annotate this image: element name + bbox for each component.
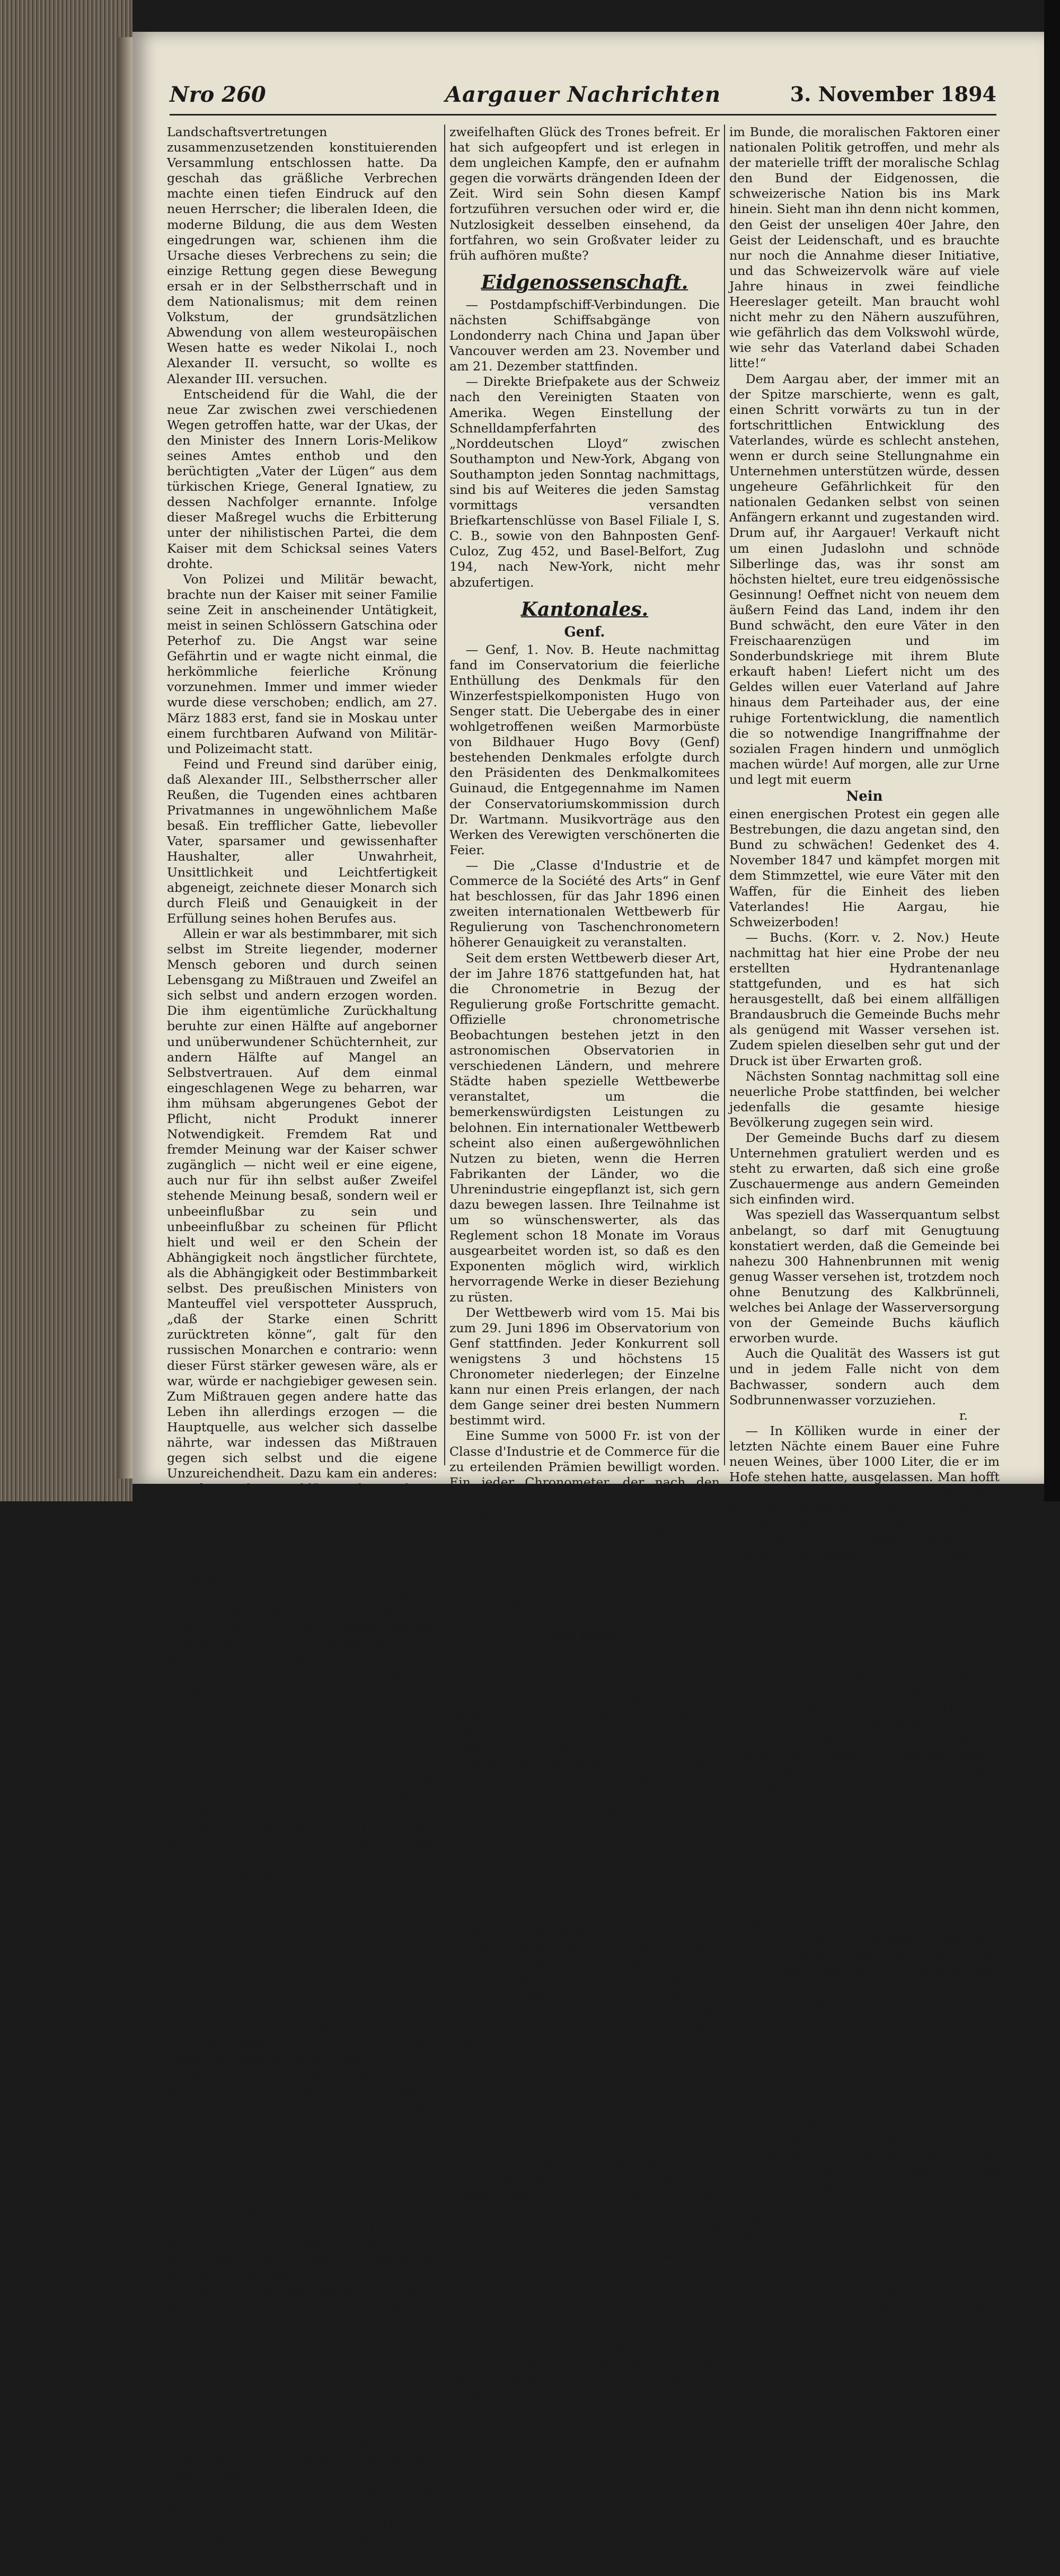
article-paragraph: Landschaftsvertretungen zusammenzusetzenden konstituierenden Versammlung entschlossen hatte. Da geschah das gräßliche Verbrechen machte einen tiefen Eindruck auf den neuen Herrscher; die liberalen Ideen, die moderne Bildung, die aus dem Westen eingedrungen war, schienen ihm die Ursache dieses Verbrechens zu sein; die einzige Rettung gegen diese Bewegung ersah er in der Selbstherrschaft und in dem Nationalismus; mit dem reinen Volkstum, der grundsätzlichen Abwendung von allem westeuropäischen Wesen hatte es weder Nikolai I., noch Alexander II. versucht, so wollte es Alexander III. versuchen. xyxy=(167,125,437,386)
article-paragraph: — Beutezug. Morgen am 4. November, sind es gerade 47 Jahre, seit die Tagsatzung dem General Dufour den Auftrag gab, den Sonderbund mit Waffengewalt aufzulösen. Damals ermahnte die Tagsatzung die Eidgenossenschaft zur Einigkeit im Kampfe gegen die Partei, „die schon 1813 fremden Armeen die Tore geöffnet, die den freisinnigen Verfassungen von 1831 die Garantie verweigert, die mit unermüdlichen Umtrieben an der Reaktion gearbeitet, die den Jura und andere Teile der Schweiz aufgereizt, im Aargau eine ultramontane Empörung erzeugt und nach Wallis, Freiburg, Schwyz und Luzern die Jesuiten berufen hat, und durch deren Sieg das Vaterland nach und nach alle Institutionen verlieren würde, welche seine wahre Freiheit, seinen geistigen Aufschwung, seine Kraft und Ehre bedingen.“ So sprach im Jahr 1847 die Tagsatzung von der gleichen Partei, welche heute die Mutter des Beutezuges ist, und welche im Kampfe gegen die Bundesverfassung, die ihr neuestes Produkt nicht anstand, die Verfassungen von 48 und 74 als Vergewaltigungen der Kantonalsouveränität, den Beutezug aber als Rache für Gislikon zu bezeichnen. Es ist also der gleiche Kampf gegen den Erbfeind im Innern der Nation, der gegen unsere Väter geführt worden ist. Es gibt sich selbst Leute zu, welche sonst jenen Kreisen nahe stehen, in dieser Sache aber nicht mitmachen wollen, da sie die bundesfeindliche Tendenz der Bewegung wohl einsehen. So sagt die „Ostschweiz“: „Ja, der Beutezug ist eine Schwächung des Bundes. Und indem wir das sagen, handelt es sich bei uns nicht um den Zweifränkler, nicht um einen Zug auf die Bundeskasse, in welcher tatsächlich für Jahre nur Defizite zu finden sind, nicht bort liegt die gefährlichste Schwächung, sondern anderswo. Mit der Annahme dieser Initiative werden die sittlichen Kräfte xyxy=(449,1647,720,2403)
author-signature: r. xyxy=(959,1407,968,1423)
article-paragraph: — Direkte Briefpakete aus der Schweiz nach den Vereinigten Staaten von Amerika. Wegen Einstellung der Schnelldampferfahrten des „Norddeutschen Lloyd“ zwischen Southampton und New-York, Abgang von Southampton jeden Sonntag nachmittags, sind bis auf Weiteres die jeden Samstag vormittags versandten Briefkartenschlüsse von Basel Filiale I, S. C. B., sowie von den Bahnposten Genf-Culoz, Zug 452, und Basel-Belfort, Zug 194, nach New-York, nicht mehr abzufertigen. xyxy=(449,374,720,590)
scan-background xyxy=(1044,0,1060,1501)
article-paragraph: Entscheidend für die Wahl, die der neue Zar zwischen zwei verschiedenen Wegen getroffen hatte, war der Ukas, der den Minister des Innern Loris-Melikow seines Amtes enthob und den berüchtigten „Vater der Lügen“ aus dem türkischen Kriege, General Ignatiew, zu dessen Nachfolger ernannte. Infolge dieser Maßregel wuchs die Erbitterung unter der nihilistischen Partei, die dem Kaiser mit dem Schicksal seines Vaters drohte. xyxy=(167,386,437,571)
article-paragraph: — Bezirk Lenzburg. Von dem Bezirkskomitee erlassene und von mehr als 400 Unterschriften aus allen Gemeinden des Bezirks bedeckte Aufruf an die Stimmberechtigten des Bezirks Lenzburg lautet: Am 4. November hat die freisinnige Eidgenossenschaft einen harten Kampf zu bestehen gegen einen Angriff, der ihrer finanziellen Kraft gilt. Dieser Angriff erfolgt von einer Seite, welche die Kraft des Schweizerbundes von jeher nicht in der Einheit sucht. Mit dem Beutezug, von den Erfindern selbst so genannt, abzuwehren. Wie ein Mann sollten sich die freisinnigen Schweizer gegen diesen Versuch der Schwächung der Eidgenossenschaft erheben und ihn ein entschiedenes „Nein“ entgegenhalten. Der Gründe hiefür sind viele. Hier nur die wesentlichsten. xyxy=(729,1809,1000,2117)
article-paragraph: Von Polizei und Militär bewacht, brachte nun der Kaiser mit seiner Familie seine Zeit in anscheinender Untätigkeit, meist in seinen Schlössern Gatschina oder Peterhof zu. Die Angst war seine Gefährtin und er wagte nicht einmal, die herkömmliche feierliche Krönung vorzunehmen. Immer und immer wieder wurde diese verschoben; endlich, am 27. März 1883 erst, fand sie in Moskau unter einem furchtbaren Aufwand von Militär- und Polizeimacht statt. xyxy=(167,571,437,756)
article-paragraph: im Bunde, die moralischen Faktoren einer nationalen Politik getroffen, und mehr als der materielle trifft der moralische Schlag den Bund der Eidgenossen, die schweizerische Nation bis ins Mark hinein. Sieht man ihn denn nicht kommen, den Geist der unseligen 40er Jahre, den Geist der Leidenschaft, und es brauchte nur noch die Annahme dieser Initiative, und das Schweizervolk wäre auf viele Jahre hinaus in zwei feindliche Heereslager geteilt. Man braucht wohl nicht mehr zu den Nähern auszuführen, wie gefährlich das dem Volkswohl würde, wie sehr das Vaterland dabei Schaden litte!“ xyxy=(729,125,1000,371)
subheading: Nein xyxy=(846,789,883,805)
column-3 xyxy=(729,125,1000,2348)
article-paragraph: zweifelhaften Glück des Trones befreit. Er hat sich aufgeopfert und ist erlegen in dem ungleichen Kampfe, den er aufnahm gegen die vorwärts drängenden Ideen der Zeit. Wird sein Sohn diesen Kampf fortzuführen versuchen oder wird er, die Nutzlosigkeit desselben einsehend, da fortfahren, wo sein Großvater leider zu früh aufhören mußte? xyxy=(449,125,720,263)
newspaper-title: Aargauer Nachrichten xyxy=(445,82,721,107)
article-paragraph: 1. Das Initiativbegehren geht von den Gegnern des neuen Bundes aus. Es ist — für uns Aargauer zu sprechen — die unblutige Rache für Gislikon. Zu ihm stehen die Vertreter der Sonderbundskantone in den eidgenössischen Räten. Eine neu gegründete ultramontane „kath. Volkspartei“ steht zu Gevatter. Freiburg harrt der Beute, um damit seine kath. Universität auf zu erhalten, bis das Schweizervolk auf dem Wege der Lotterie nicht unterstützen wollte. Schon stellen Vertreter des Initiativbegehrens in Piusvereinen ihren Anhängern xyxy=(729,2117,1000,2348)
article-paragraph: Im Innern war seine Politik weniger glücklich. Seine blinde national-religiöse Verfolgungswut, welche die deutschen Elemente, den Protestantismus, die Finnen und Polen in der brutalen Ausweisung der Juden ihren höchsten Triumph. Wo er sich immer mehr zum einseitigen Despoten entwickelte, daß man behauptete, die Nihilisten hätten das übrige redlich beigetragen. Ein furchtbares Ereignis hat in das Leben und das Gemütsart dieses Herrschers eingegriffen. Am 29. Okt. 1888 entgleiste der kaiserliche Bahnzug bei Borki auf der Charkower Bahn; nur durch ein Wunder entging der Zar und seine Familie dem Tode. Die Nachwirkung dieser böswilligen Tat blieb nicht aus; es zeigte sich in einer Erschütterung des Nervensystems, an welcher der Zar und seine Gemahlin litt. In weltfremder düsterer Abgeschlossenheit saß der Kaiser auf seinem Trone, Tag und Nacht von Aengsten gequält und unheimlichen Gedanken überlassen, aus denen sich aufzuraffen er nicht mehr die glücklichen Mittel wußte. xyxy=(167,2067,437,2483)
article-paragraph: Seit dem ersten Wettbewerb dieser Art, der im Jahre 1876 stattgefunden hat, hat die Chronometrie in Bezug der Regulierung große Fortschritte gemacht. Offizielle chronometrische Beobachtungen bestehen jetzt in den astronomischen Observatorien in verschiedenen Ländern, und mehrere Städte haben spezielle Wettbewerbe veranstaltet, um die bemerkenswürdigsten Leistungen zu belohnen. Ein internationaler Wettbewerb scheint also einen außergewöhnlichen Nutzen zu bieten, wenn die Herren Fabrikanten der Länder, wo die Uhrenindustrie eingepflanzt ist, sich gern dazu bewegen lassen. Ihre Teilnahme ist um so wünschenswerter, als das Reglement schon 18 Monate im Voraus ausgearbeitet worden ist, so daß es den Exponenten möglich wird, wirklich hervorragende Werke in dieser Beziehung zu rüsten. xyxy=(449,950,720,1305)
section-heading: Kantonales. xyxy=(520,598,649,621)
article-paragraph: Nach außen hat der Zar Alexander III. sein Reich bedeutend erweitert, und wenn man von seiner Regierungszeit etwas Nennenswertes einst melden wird, so wird es darin bestehen, daß die Stellung Rußlands in Centralasien verstärkt und Englands Einfluß und Machtgebiet Schritt für Schritt zurückgedrängt wurde. Der Zar hat sein Reich um ungeheure Strecken Landes vergrößert und mit dem Bau der sibirischen Bahn Asien den russischen Einflüssen erschlossen. xyxy=(167,1882,437,2067)
subheading: Genf. xyxy=(564,624,605,640)
article-paragraph: Feind und Freund sind darüber einig, daß Alexander III., Selbstherrscher aller Reußen, die Tugenden eines achtbaren Privatmannes in ungewöhnlichem Maße besaß. Ein trefflicher Gatte, liebevoller Vater, sparsamer und gewissenhafter Haushalter, aller Unwahrheit, Unsittlichkeit und Leichtfertigkeit abgeneigt, zeichnete dieser Monarch sich durch Fleiß und Genauigkeit in der Erfüllung seines hohen Berufes aus. xyxy=(167,756,437,926)
book-page-stack xyxy=(0,0,132,1501)
article-paragraph: — Die „Classe d'Industrie et de Commerce de la Société des Arts“ in Genf hat beschlossen, für das Jahr 1896 einen zweiten internationalen Wettbewerb für Regulierung von Taschenchronometern höherer Genauigkeit zu veranstalten. xyxy=(449,857,720,950)
issue-number: Nro 260 xyxy=(170,82,266,107)
column-1 xyxy=(167,125,438,2575)
article-paragraph: — Genf, 1. Nov. B. Heute nachmittag fand im Conservatorium die feierliche Enthüllung des Denkmals für den Winzerfestspielkomponisten Hugo von Senger statt. Die Uebergabe des in einer wohlgetroffenen weißen Marmorbüste von Bildhauer Hugo Bovy (Genf) bestehenden Denkmales erfolgte durch den Präsidenten des Denkmalkomitees Guinaud, die Entgegennahme im Namen der Conservatoriumskommission durch Dr. Wartmann. Musikvorträge aus den Werken des Verewigten verschönerten die Feier. xyxy=(449,642,720,857)
article-paragraph: — Buchs. (Korr. v. 2. Nov.) Heute nachmittag hat hier eine Probe der neu erstellten Hydrantenanlage stattgefunden, und es hat sich herausgestellt, daß bei einem allfälligen Brandausbruch die Gemeinde Buchs mehr als genügend mit Wasser versehen ist. Zudem spielen dieselben sehr gut und der Druck ist über Erwarten groß. xyxy=(729,930,1000,1068)
article-paragraph: Eine Summe von 5000 Fr. ist von der Classe d'Industrie et de Commerce für die zu erteilenden Prämien bewilligt worden. Ein jeder Chronometer, der nach den Prüfungen des Wettbewerbes als wirklich genügend anerkannt worden ist, hat Recht auf ein spezielles Gangzeugnis. xyxy=(449,1428,720,1536)
article-paragraph: Nächsten Sonntag nachmittag soll eine neuerliche Probe stattfinden, bei welcher jedenfalls die gesamte hiesige Bevölkerung zugegen sein wird. xyxy=(729,1068,1000,1130)
article-paragraph: Aus dieser innern Unsicherheit, die äußerlich zu verbergen er aufs sorgfältigste bemüht war, erklärt sich, daß der in Gefahr stehende Großfürst nichts weniger als geeignet war, die dem Rußland durch einen dreizehnjährigen Kampf im Laufe der letzten Jahre bei einer Isolierung angelangt war, wie sie bei keinem seiner Vorgänger vorgekommen war. Der Verkehr mit seinen sogenannten Vertrauten beschränkte sich auf ein Geringes. Beziehungen zu außerhalb des gewöhnlichen Kreises stehenden Sterblichen waren nahezu ausgeschlossen, und an die Stelle persönlichen Austausches mit den Räten der Krone trat mehr und mehr eine Vorliebe für die Aktenarbeit und den schriftlichen Verkehr, welche nach Ansicht der Eingeweihten nichts weniger als erfolgreich war. xyxy=(167,1543,437,1882)
article-paragraph: Das in Einzelheiten eingehende Programm dieses Wettbewerbes wird gratis und franko denjenigen zugesendet werden, die ihr Verlangen an Herrn Dupuis, Athénée, in Genf, richten. xyxy=(449,1536,720,1613)
article-paragraph: Der Gemeinde Buchs darf zu diesem Unternehmen gratuliert werden und es steht zu erwarten, daß sich eine große Zuschauermenge aus andern Gemeinden sich einfinden wird. xyxy=(729,1130,1000,1207)
column-rule xyxy=(444,125,445,1465)
masthead xyxy=(170,82,996,116)
article-paragraph: Der Wettbewerb wird vom 15. Mai bis zum 29. Juni 1896 im Observatorium von Genf stattfinden. Jeder Konkurrent soll wenigstens 3 und höchstens 15 Chronometer niederlegen; der Einzelne kann nur einen Preis erlangen, der nach dem Gange seiner drei besten Nummern bestimmt wird. xyxy=(449,1305,720,1428)
article-paragraph: — In Kölliken wurde in einer der letzten Nächte einem Bauer eine Fuhre neuen Weines, über 1000 Liter, die er im Hofe stehen hatte, ausgelassen. Man hofft den Täter, der anfänglich einen Diebstahl beabsichtigt haben soll, der davon gestört wurde, beibringen zu können. xyxy=(729,1423,1000,1531)
section-heading: Aargau. xyxy=(543,1621,626,1644)
article-paragraph: einen energischen Protest ein gegen alle Bestrebungen, die dazu angetan sind, den Bund zu schwächen! Gedenket des 4. November 1847 und kämpfet morgen mit dem Stimmzettel, wie eure Väter mit den Waffen, für die Einheit des lieben Vaterlandes! Hie Aargau, hie Schweizerboden! xyxy=(729,807,1000,930)
column-2 xyxy=(449,125,720,2403)
article-paragraph: — Postdampfschiff-Verbindungen. Die nächsten Schiffsabgänge von Londonderry nach China und Japan über Vancouver werden am 23. November und am 21. Dezember stattfinden. xyxy=(449,297,720,374)
column-rule xyxy=(724,125,725,1465)
article-paragraph: Daß unter den seelischen Kämpfen, die eine Lebensführung wie die Alexanders III. mit sich brachte, auch der Körper des Monarchen vor der Zeit erliegen mußte, ist klar, und so hat den Zaren eine rasche Krankheit von dem xyxy=(167,2483,437,2575)
article-paragraph: — Aarburg. Vor einiger Zeit brach in einem Nebengebäude der „Krone“ in Aarburg Feuer aus, das zum Glück bald entdeckt wurde und, bevor es gefährliche Dimensionen angenommen, gelöscht werden konnte. Brandursache war fahrlässigkeit eines Rauchers. Derselbe war mit brennender Pfeife auf einem Strohsack gesessen und hatte sich daraufhin achtungslos entfernt. Einige Minuten nachher brach das Feuer in diesem Strohsack aus und verbreitete sich rasch in der nahen Umgebung, bis es glücklicherweise entdeckt und gelöscht wurde. Der Urheber des Brandes wegen fahrlässiger Brandstiftung zu 7 Tagen Gefangenschaft und Schadenersatz verurteilt. xyxy=(729,1531,1000,1809)
article-paragraph: Was speziell das Wasserquantum selbst anbelangt, so darf mit Genugtuung konstatiert werden, daß die Gemeinde bei nahezu 300 Hahnenbrunnen mit wenig genug Wasser versehen ist, trotzdem noch ohne Benutzung des Kalkbrünneli, welches bei Anlage der Wasserversorgung von der Gemeinde Buchs käuflich erworben wurde. xyxy=(729,1207,1000,1346)
issue-date: 3. November 1894 xyxy=(790,82,996,106)
article-paragraph: Auch die Qualität des Wassers ist gut und in jedem Falle nicht von dem Bachwasser, sondern auch dem Sodbrunnenwasser vorzuziehen. xyxy=(729,1346,1000,1407)
section-heading: Eidgenossenschaft. xyxy=(481,271,688,294)
article-paragraph: Dem Aargau aber, der immer mit an der Spitze marschierte, wenn es galt, einen Schritt vorwärts zu tun in der fortschrittlichen Entwicklung des Vaterlandes, würde es schlecht anstehen, wenn er durch seine Stellungnahme ein Unternehmen unterstützen würde, dessen ungeheure Gefährlichkeit für den nationalen Gedanken selbst von seinen Anfängern erkannt und zugestanden wird. Drum auf, ihr Aargauer! Verkauft nicht um einen Judaslohn und schnöde Silberlinge das, was ihr sonst am höchsten hieltet, eure treu eidgenössische Gesinnung! Oeffnet nicht von neuem dem äußern Feind das Land, indem ihr den Bund schwächt, den eure Väter in den Freischaarenzügen und im Sonderbundskriege mit ihrem Blute erkauft haben! Liefert nicht um des Geldes willen euer Vaterland auf Jahre hinaus dem Parteihader aus, der eine ruhige Fortentwicklung, die namentlich die so notwendige Inangriffnahme der sozialen Fragen hindern und unmöglich machen würde! Auf morgen, alle zur Urne und legt mit euerm xyxy=(729,371,1000,787)
article-paragraph: Allein er war als bestimmbarer, mit sich selbst im Streite liegender, moderner Mensch geboren und durch seinen Lebensgang zu Mißtrauen und Zweifel an sich selbst und andern erzogen worden. Die ihm eigentümliche Zurückhaltung beruhte zur einen Hälfte auf angeborner und unüberwundener Schüchternheit, zur andern Hälfte auf Mangel an Selbstvertrauen. Auf dem einmal eingeschlagenen Wege zu beharren, war ihm mühsam abgerungenes Gebot der Pflicht, nicht Produkt innerer Notwendigkeit. Fremdem Rat und fremder Meinung war der Kaiser schwer zugänglich — nicht weil er eine eigene, auch nur für ihn selbst außer Zweifel stehende Meinung besaß, sondern weil er unbeeinflußbar zu sein und unbeeinflußbar zu scheinen für Pflicht hielt und weil er den Schein der Abhängigkeit noch ängstlicher fürchtete, als die Abhängigkeit oder Bestimmbarkeit selbst. Des preußischen Ministers von Manteuffel viel verspotteter Ausspruch, „daß der Starke einen Schritt zurücktreten könne“, galt für den russischen Monarchen e contrario: wenn dieser Fürst stärker gewesen wäre, als er war, würde er nachgiebiger gewesen sein. Zum Mißtrauen gegen andere hatte das Leben ihn allerdings erzogen — die Hauptquelle, aus welcher sich dasselbe nährte, war indessen das Mißtrauen gegen sich selbst und die eigene Unzureichendheit. Dazu kam ein anderes: gerade weil Entschlüsse ihm schwer fielen, faßte Alexander III. sie gelegentlich mit einer gewissen Heftigkeit. xyxy=(167,926,438,1543)
newspaper-page xyxy=(132,32,1044,2575)
